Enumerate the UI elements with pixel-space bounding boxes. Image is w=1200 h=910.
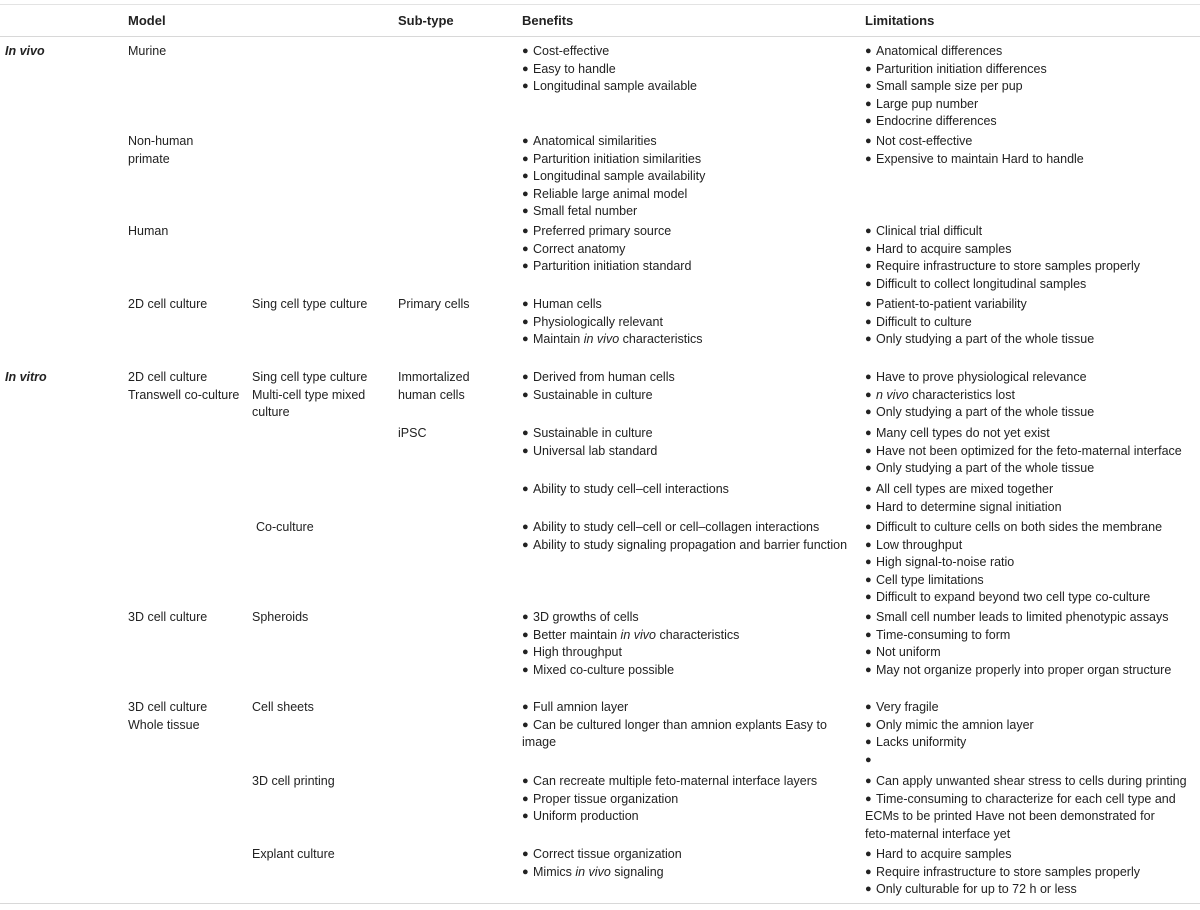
list-item: ● Clinical trial difficult <box>865 224 983 238</box>
list-item: ● Have to prove physiological relevance <box>865 370 1087 384</box>
list-item: ● Longitudinal sample available <box>522 79 698 93</box>
list-item: ● Ability to study signaling propagation and barrier function <box>522 537 848 552</box>
list-item: ● Only culturable for up to 72 h or less <box>865 882 1077 896</box>
list-item: ● Derived from human cells <box>522 370 675 384</box>
benefits-list <box>522 519 847 554</box>
type-cell: 3D cell printing <box>252 774 335 788</box>
list-item: ● Better maintain in vivo characteristics <box>522 627 740 642</box>
list-item: ● Can apply unwanted shear stress to cells during printing <box>865 774 1187 788</box>
model-cell: Human <box>128 224 169 238</box>
subtype-cell: iPSC <box>398 426 427 440</box>
list-item: ● Mimics in vivo signaling <box>522 864 664 879</box>
list-item: ● Anatomical differences <box>865 44 1003 58</box>
benefits-list <box>522 425 657 460</box>
type-cell: Explant culture <box>252 847 335 861</box>
limitations-list <box>865 296 1094 349</box>
benefits-list <box>522 846 682 881</box>
model-line: primate <box>128 151 170 166</box>
model-cell <box>128 699 207 734</box>
limitations-list: ● Very fragile ● Only mimic the amnion layer ● Lacks uniformity ● <box>865 700 1034 766</box>
list-item: ● Very fragile <box>865 700 939 714</box>
model-cell: 3D cell culture <box>128 610 208 624</box>
list-item: ● Large pup number <box>865 96 979 111</box>
header-limitations: Limitations <box>865 13 935 28</box>
list-item: ● Ability to study cell–cell interactions <box>522 482 729 496</box>
header-rule <box>0 36 1200 37</box>
list-item: ● Parturition initiation similarities <box>522 151 702 166</box>
list-item: ● Time-consuming to characterize for each cell type and <box>865 791 1176 806</box>
list-item: ● Lacks uniformity <box>865 735 967 749</box>
limitations-list <box>865 609 1171 679</box>
type-cell: Sing cell type culture <box>252 297 368 311</box>
benefits-list <box>522 773 817 826</box>
list-item: ● Small cell number leads to limited phenotypic assays <box>865 610 1169 624</box>
table-top-rule <box>0 4 1200 5</box>
list-item: ● Physiologically relevant <box>522 314 663 329</box>
list-item: ● Can be cultured longer than amnion explants Easy to <box>522 717 827 732</box>
model-line: Non-human <box>128 134 194 148</box>
list-item: ● Universal lab standard <box>522 443 658 458</box>
benefits-list <box>522 223 691 276</box>
model-cell <box>128 133 193 168</box>
benefits-list <box>522 296 703 349</box>
benefits-list <box>522 609 739 679</box>
list-item: ● Only studying a part of the whole tissue <box>865 461 1095 475</box>
list-item: ● Expensive to maintain Hard to handle <box>865 151 1084 166</box>
model-cell: 2D cell culture <box>128 297 208 311</box>
subtype-line: human cells <box>398 387 465 402</box>
list-item: ● Small fetal number <box>522 204 638 218</box>
list-item: ● Correct tissue organization <box>522 847 682 861</box>
list-item: ● Only mimic the amnion layer <box>865 717 1034 732</box>
type-cell <box>252 369 367 422</box>
list-item: ● Small sample size per pup <box>865 79 1023 93</box>
list-item: ● Only studying a part of the whole tissue <box>865 405 1095 419</box>
list-item: ● High throughput <box>522 645 622 659</box>
list-item: ● Cell type limitations <box>865 572 984 587</box>
list-item: ● High signal-to-noise ratio <box>865 555 1015 569</box>
type-line: Multi-cell type mixed <box>252 387 366 402</box>
header-benefits: Benefits <box>522 13 574 28</box>
list-item: ● Human cells <box>522 297 602 311</box>
list-item: ● Correct anatomy <box>522 241 626 256</box>
list-item: ● n vivo characteristics lost <box>865 387 1015 402</box>
list-item-continuation: ECMs to be printed Have not been demonstrated for <box>865 809 1155 823</box>
type-cell: Spheroids <box>252 610 309 624</box>
list-item-continuation: image <box>522 735 557 749</box>
list-item: ● Sustainable in culture <box>522 426 653 440</box>
model-cell <box>128 369 239 404</box>
list-item: ● Parturition initiation standard <box>522 259 692 273</box>
limitations-list <box>865 223 1140 293</box>
list-item: ● Require infrastructure to store samples properly <box>865 864 1141 879</box>
list-item: ● Difficult to collect longitudinal samples <box>865 276 1087 291</box>
limitations-list <box>865 773 1187 843</box>
list-item: ● Time-consuming to form <box>865 627 1011 642</box>
list-item: ● Low throughput <box>865 537 963 552</box>
limitations-list <box>865 369 1094 422</box>
list-item: ● Maintain in vivo characteristics <box>522 332 703 346</box>
list-item: ● Hard to acquire samples <box>865 847 1012 861</box>
group-label-in-vitro: In vitro <box>5 370 47 384</box>
subtype-line: Immortalized <box>398 370 470 384</box>
model-line: Whole tissue <box>128 717 200 732</box>
list-item: ● Difficult to culture <box>865 314 972 329</box>
list-item: ● Require infrastructure to store samples properly <box>865 259 1141 273</box>
list-item: ● Many cell types do not yet exist <box>865 426 1050 440</box>
list-item: ● Hard to determine signal initiation <box>865 499 1062 514</box>
list-item: ● Cost-effective <box>522 44 610 58</box>
list-item: ● Sustainable in culture <box>522 387 653 402</box>
type-line: Sing cell type culture <box>252 370 368 384</box>
limitations-list <box>865 133 1084 168</box>
benefits-list <box>522 369 675 404</box>
list-item: ● Not uniform <box>865 645 941 659</box>
type-cell: Co-culture <box>256 520 314 534</box>
list-item: ● Preferred primary source <box>522 224 672 238</box>
limitations-list <box>865 43 1047 131</box>
list-item: ● Parturition initiation differences <box>865 61 1047 76</box>
model-line: 2D cell culture <box>128 370 208 384</box>
list-item: ● Easy to handle <box>522 61 616 76</box>
header-model: Model <box>128 13 166 28</box>
list-item: ● Longitudinal sample availability <box>522 169 706 183</box>
list-item: ● Reliable large animal model <box>522 186 688 201</box>
limitations-list <box>865 846 1140 899</box>
list-item: ● Not cost-effective <box>865 134 973 148</box>
list-item: ● Endocrine differences <box>865 114 997 128</box>
list-item: ● 3D growths of cells <box>522 610 639 624</box>
model-line: 3D cell culture <box>128 700 208 714</box>
list-item: ● May not organize properly into proper organ structure <box>865 662 1172 677</box>
benefits-list <box>522 43 697 96</box>
list-item: ● Difficult to culture cells on both sides the membrane <box>865 520 1163 534</box>
subtype-cell: Primary cells <box>398 297 470 311</box>
list-item: ● Only studying a part of the whole tissue <box>865 332 1095 346</box>
benefits-list <box>522 481 729 499</box>
limitations-list <box>865 519 1162 607</box>
list-item: ● Anatomical similarities <box>522 134 657 148</box>
list-item: ● Full amnion layer <box>522 700 629 714</box>
list-item: ● Have not been optimized for the feto-maternal interface <box>865 443 1182 458</box>
limitations-list <box>865 481 1062 516</box>
type-line: culture <box>252 405 290 419</box>
benefits-list <box>522 133 705 221</box>
benefits-list <box>522 699 827 752</box>
header-sub-type: Sub-type <box>398 13 454 28</box>
model-line: Transwell co-culture <box>128 387 240 402</box>
list-item: ● Ability to study cell–cell or cell–collagen interactions <box>522 520 820 534</box>
list-item: ● Hard to acquire samples <box>865 241 1012 256</box>
group-label-in-vivo: In vivo <box>5 44 45 58</box>
limitations-list <box>865 425 1182 478</box>
list-item-continuation: feto-maternal interface yet <box>865 826 1011 841</box>
list-item: ● Patient-to-patient variability <box>865 297 1027 311</box>
subtype-cell <box>398 369 470 404</box>
list-item: ● Proper tissue organization <box>522 791 679 806</box>
table-bottom-rule <box>0 903 1200 904</box>
list-item: ● Mixed co-culture possible <box>522 662 675 677</box>
list-item: ● All cell types are mixed together <box>865 482 1054 496</box>
list-item: ● Uniform production <box>522 809 639 823</box>
list-item: ● Difficult to expand beyond two cell type co-culture <box>865 590 1151 604</box>
list-item: ● Can recreate multiple feto-maternal interface layers <box>522 774 818 788</box>
type-cell: Cell sheets <box>252 700 314 714</box>
model-cell: Murine <box>128 44 167 58</box>
